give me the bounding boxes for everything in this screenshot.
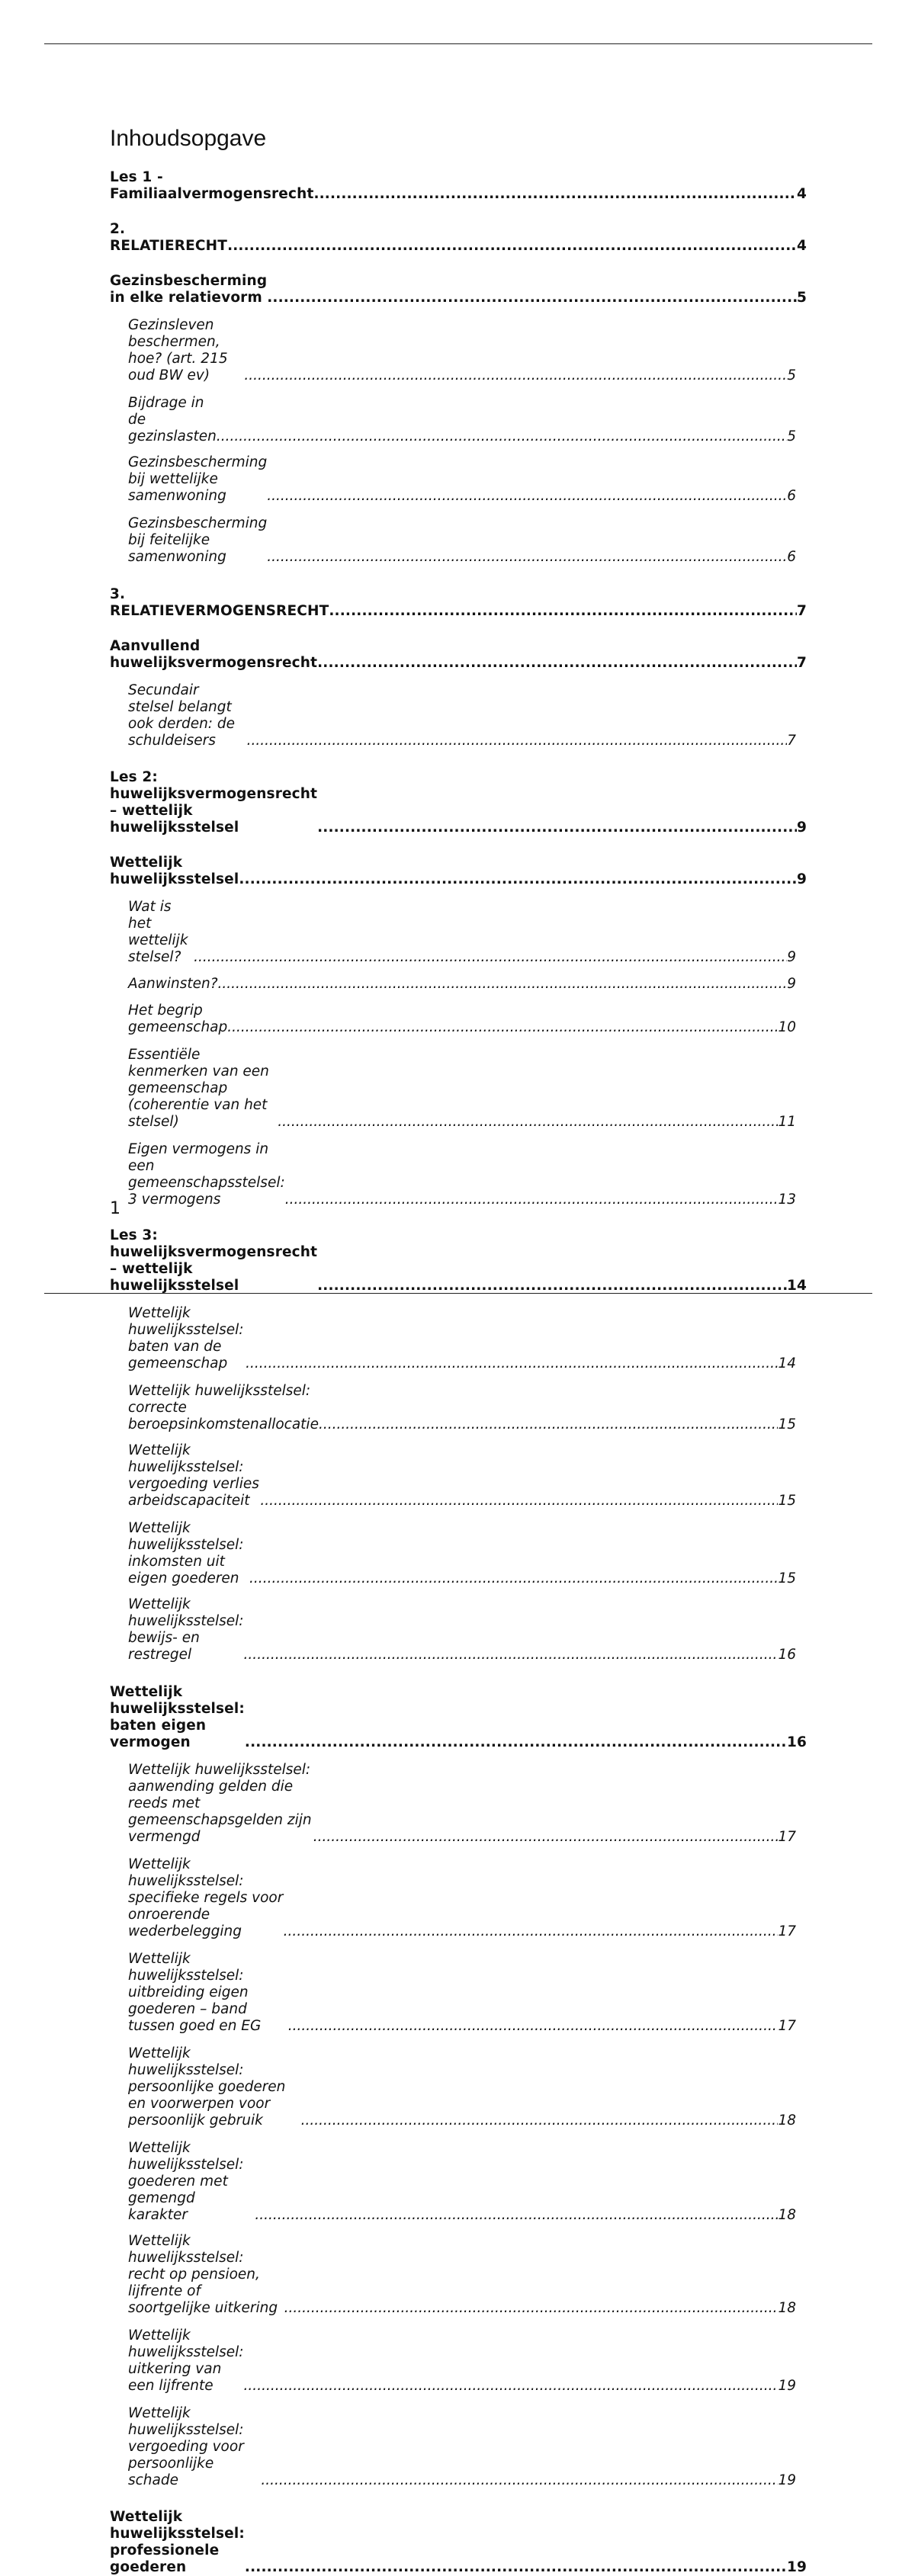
toc-entry[interactable] bbox=[110, 1305, 796, 1372]
toc-entry-page: 6 bbox=[787, 549, 796, 565]
toc-entry-text: Gezinsleven beschermen, hoe? (art. 215 oud BW ev) bbox=[128, 317, 228, 383]
toc-entry-text: Wettelijk huwelijksstelsel: uitbreiding eigen goederen – band tussen goed en EG bbox=[128, 1951, 262, 2034]
toc-entry-text: Wettelijk huwelijksstelsel: correcte beroepsinkomstenallocatie bbox=[128, 1383, 319, 1432]
toc-leader bbox=[260, 1493, 778, 1509]
toc-entry[interactable] bbox=[110, 1383, 796, 1433]
toc-leader bbox=[227, 1019, 778, 1036]
toc-entry-page: 16 bbox=[786, 1734, 807, 1750]
toc-entry-text: Secundair stelsel belangt ook derden: de schuldeisers bbox=[128, 682, 236, 749]
toc-entry-page: 19 bbox=[778, 2378, 796, 2394]
toc-entry[interactable] bbox=[110, 395, 796, 445]
toc-entry-text: Het begrip gemeenschap bbox=[128, 1002, 228, 1035]
toc-entry[interactable] bbox=[110, 221, 807, 255]
toc-entry[interactable] bbox=[110, 855, 807, 888]
toc-leader bbox=[246, 1355, 778, 1372]
toc-leader bbox=[267, 488, 787, 505]
toc-leader bbox=[317, 820, 797, 836]
toc-leader bbox=[319, 1416, 779, 1433]
toc-leader bbox=[284, 2300, 779, 2317]
toc-entry-page: 16 bbox=[778, 1647, 796, 1663]
toc-leader bbox=[317, 1278, 787, 1294]
toc-entry-page: 13 bbox=[778, 1192, 796, 1208]
toc-leader bbox=[284, 1923, 779, 1940]
toc-leader bbox=[329, 603, 797, 620]
toc-entry-page: 18 bbox=[778, 2112, 796, 2128]
toc-entry-page: 4 bbox=[796, 186, 807, 202]
toc-entry-text: Wettelijk huwelijksstelsel: baten van de gemeenschap bbox=[128, 1305, 244, 1371]
toc-entry-text: Wettelijk huwelijksstelsel: persoonlijke goederen en voorwerpen voor persoonlijk gebruik bbox=[128, 2045, 286, 2128]
toc-leader bbox=[239, 871, 797, 888]
toc-entry-page: 10 bbox=[778, 1019, 796, 1035]
toc-entry[interactable] bbox=[110, 1762, 796, 1846]
toc-entry[interactable] bbox=[110, 1684, 807, 1751]
toc-entry-text: Aanwinsten? bbox=[128, 976, 218, 992]
toc-entry[interactable] bbox=[110, 273, 807, 306]
toc-entry-text: Wettelijk huwelijksstelsel: aanwending gelden die reeds met gemeenschapsgelden zijn vermengd bbox=[128, 1762, 312, 1845]
page-number: 1 bbox=[110, 1199, 120, 1218]
toc-entry-text: Wettelijk huwelijksstelsel: recht op pensioen, lijfrente of soortgelijke uitkering bbox=[128, 2233, 278, 2316]
toc-entry-text: Gezinsbescherming bij feitelijke samenwoning bbox=[128, 515, 268, 565]
toc-entry[interactable] bbox=[110, 1227, 807, 1294]
toc-entry-page: 9 bbox=[796, 871, 807, 887]
toc-entry-text: Wettelijk huwelijksstelsel: inkomsten uit eigen goederen bbox=[128, 1520, 244, 1586]
toc-leader bbox=[278, 1114, 778, 1131]
toc-leader bbox=[245, 1734, 787, 1751]
toc-entry[interactable] bbox=[110, 1047, 796, 1131]
toc-leader bbox=[245, 2559, 787, 2576]
toc-entry[interactable] bbox=[110, 1596, 796, 1663]
toc-leader bbox=[255, 2207, 778, 2224]
toc-entry[interactable] bbox=[110, 1856, 796, 1940]
toc-entry-text: Les 1 - Familiaalvermogensrecht bbox=[110, 169, 314, 202]
toc-leader bbox=[313, 186, 797, 203]
toc-entry-page: 15 bbox=[778, 1493, 796, 1509]
toc-entry-page: 17 bbox=[778, 2018, 796, 2034]
toc-entry-text: Wettelijk huwelijksstelsel: uitkering van een lijfrente bbox=[128, 2327, 244, 2394]
toc-entry-text: Wettelijk huwelijksstelsel bbox=[110, 855, 239, 887]
toc-entry[interactable] bbox=[110, 2233, 796, 2317]
toc-leader bbox=[227, 238, 797, 255]
toc-entry[interactable] bbox=[110, 899, 796, 966]
toc-entry-page: 9 bbox=[787, 949, 796, 965]
toc-leader bbox=[194, 949, 787, 966]
toc-entry-text: Gezinsbescherming in elke relatievorm bbox=[110, 273, 268, 306]
toc-entry-text: Les 2: huwelijksvermogensrecht – wettelijk huwelijksstelsel bbox=[110, 769, 318, 836]
header-rule bbox=[44, 43, 872, 44]
toc-entry-page: 5 bbox=[787, 428, 796, 444]
toc-entry[interactable] bbox=[110, 638, 807, 672]
toc-entry-text: Eigen vermogens in een gemeenschapsstelsel: 3 vermogens bbox=[128, 1141, 285, 1208]
toc-entry[interactable] bbox=[110, 1442, 796, 1509]
toc-entry-page: 15 bbox=[778, 1570, 796, 1586]
toc-entry-page: 4 bbox=[796, 238, 807, 254]
footer-rule bbox=[44, 1293, 872, 1294]
toc-entry[interactable] bbox=[110, 2045, 796, 2129]
toc-entry-page: 6 bbox=[787, 488, 796, 504]
toc-entry[interactable] bbox=[110, 1951, 796, 2035]
toc-leader bbox=[247, 733, 788, 749]
toc-entry[interactable] bbox=[110, 317, 796, 384]
toc-entry-text: Wettelijk huwelijksstelsel: bewijs- en restregel bbox=[128, 1596, 244, 1663]
toc-entry-text: Bijdrage in de gezinslasten bbox=[128, 395, 217, 444]
toc-entry-text: Wettelijk huwelijksstelsel: specifieke regels voor onroerende wederbelegging bbox=[128, 1856, 284, 1939]
toc-entry-page: 5 bbox=[787, 367, 796, 383]
toc-entry-text: Les 3: huwelijksvermogensrecht – wettelijk huwelijksstelsel bbox=[110, 1227, 318, 1294]
toc-entry[interactable] bbox=[110, 586, 807, 620]
toc-entry-page: 17 bbox=[778, 1829, 796, 1845]
toc-entry-page: 7 bbox=[796, 603, 807, 619]
toc-leader bbox=[218, 976, 788, 993]
toc-entry-page: 18 bbox=[778, 2207, 796, 2223]
toc-entry[interactable] bbox=[110, 2405, 796, 2489]
toc-entry-text: Wettelijk huwelijksstelsel: professionele goederen bbox=[110, 2509, 245, 2575]
toc-entry[interactable] bbox=[110, 454, 796, 505]
toc-entry-page: 9 bbox=[796, 820, 807, 836]
toc-leader bbox=[249, 1570, 778, 1587]
toc-entry-text: Wettelijk huwelijksstelsel: baten eigen vermogen bbox=[110, 1684, 245, 1750]
toc-entry-text: Wettelijk huwelijksstelsel: goederen met gemengd karakter bbox=[128, 2140, 244, 2223]
toc-entry-page: 7 bbox=[796, 655, 807, 671]
toc-entry-page: 5 bbox=[796, 290, 807, 306]
table-of-contents bbox=[110, 124, 807, 2576]
toc-entry-page: 19 bbox=[778, 2472, 796, 2488]
toc-leader bbox=[313, 1829, 779, 1846]
toc-leader bbox=[244, 1647, 779, 1663]
toc-entry[interactable] bbox=[110, 2327, 796, 2395]
toc-entry-text: Wat is het wettelijk stelsel? bbox=[128, 899, 188, 965]
toc-entry-page: 17 bbox=[778, 1923, 796, 1939]
toc-entry-text: 2. RELATIERECHT bbox=[110, 221, 228, 254]
toc-leader bbox=[288, 2018, 779, 2035]
toc-leader bbox=[267, 549, 787, 566]
toc-entry-page: 14 bbox=[778, 1355, 796, 1371]
toc-entry[interactable] bbox=[110, 976, 796, 993]
toc-entry-text: Gezinsbescherming bij wettelijke samenwoning bbox=[128, 454, 268, 504]
toc-entry-text: Essentiële kenmerken van een gemeenschap (coherentie van het stelsel) bbox=[128, 1047, 269, 1130]
toc-leader bbox=[244, 2378, 779, 2395]
toc-title: Inhoudsopgave bbox=[110, 126, 267, 151]
toc-entry[interactable] bbox=[110, 2140, 796, 2224]
toc-leader bbox=[301, 2112, 779, 2129]
toc-entry-page: 18 bbox=[778, 2300, 796, 2316]
toc-entry-text: Wettelijk huwelijksstelsel: vergoeding voor persoonlijke schade bbox=[128, 2405, 244, 2488]
toc-entry[interactable] bbox=[110, 169, 807, 203]
toc-entry-page: 15 bbox=[778, 1416, 796, 1432]
toc-entry[interactable] bbox=[110, 515, 796, 566]
toc-entry[interactable] bbox=[110, 769, 807, 836]
toc-entry-text: Wettelijk huwelijksstelsel: vergoeding verlies arbeidscapaciteit bbox=[128, 1442, 259, 1509]
toc-entry-text: 3. RELATIEVERMOGENSRECHT bbox=[110, 586, 329, 619]
toc-entry-page: 19 bbox=[786, 2559, 807, 2575]
toc-entry-page: 7 bbox=[787, 733, 796, 749]
toc-leader bbox=[244, 367, 787, 384]
toc-entry[interactable] bbox=[110, 1520, 796, 1587]
toc-leader bbox=[267, 290, 797, 306]
toc-entry[interactable] bbox=[110, 1002, 796, 1036]
toc-entry[interactable] bbox=[110, 682, 796, 749]
toc-entry[interactable] bbox=[110, 2509, 807, 2576]
toc-entry-page: 11 bbox=[778, 1114, 796, 1130]
toc-leader bbox=[317, 655, 797, 672]
toc-leader bbox=[285, 1192, 779, 1208]
toc-entry-page: 9 bbox=[787, 976, 796, 992]
toc-entry-page: 14 bbox=[786, 1278, 807, 1294]
toc-leader bbox=[217, 428, 787, 445]
toc-list bbox=[110, 169, 807, 2576]
toc-leader bbox=[261, 2472, 778, 2489]
toc-entry[interactable] bbox=[110, 1141, 796, 1208]
toc-entry-text: Aanvullend huwelijksvermogensrecht bbox=[110, 638, 318, 671]
